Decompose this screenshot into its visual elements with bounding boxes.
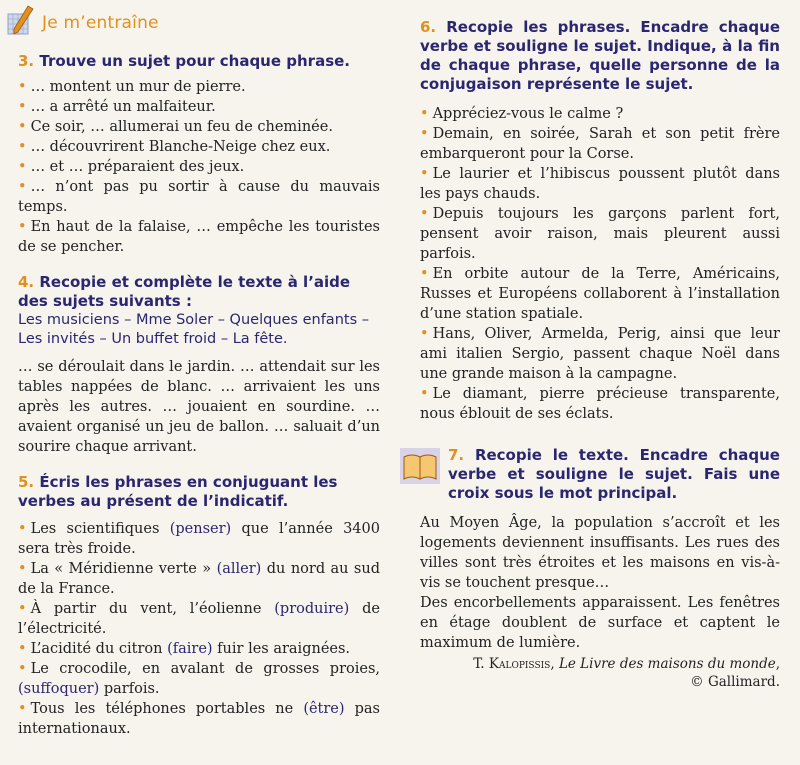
list-item: • Hans, Oliver, Armelda, Perig, ainsi que leur ami italien Sergio, passent chaque Noël dans une grande maison à la campagne.	[420, 326, 780, 382]
exercise-5-title: 5. Écris les phrases en conjuguant les verbes au présent de l’indicatif.	[18, 473, 338, 510]
list-item: • Ce soir, … allumerai un feu de cheminée.	[18, 119, 333, 135]
list-item: • … et … préparaient des jeux.	[18, 159, 245, 175]
list-item: • À partir du vent, l’éolienne (produire) de l’électricité.	[18, 601, 380, 637]
list-item: • … a arrêté un malfaiteur.	[18, 99, 216, 115]
exercise-7	[420, 446, 780, 691]
list-item: • Le diamant, pierre précieuse transparente, nous éblouit de ses éclats.	[420, 386, 780, 422]
list-item: • Appréciez-vous le calme ?	[420, 106, 624, 122]
exercise-7-title: 7. Recopie le texte. Encadre chaque verbe et souligne le sujet. Fais une croix sous le mot principal.	[448, 446, 780, 502]
list-item: • La « Méridienne verte » (aller) du nord au sud de la France.	[18, 561, 380, 597]
exercise-3	[18, 52, 380, 257]
list-item: • L’acidité du citron (faire) fuir les araignées.	[18, 641, 351, 657]
list-item: • En haut de la falaise, … empêche les touristes de se pencher.	[18, 219, 380, 255]
list-item: • Les scientifiques (penser) que l’année 3400 sera très froide.	[18, 521, 380, 557]
list-item: • En orbite autour de la Terre, Américains, Russes et Européens collaborent à l’installation d’une station spatiale.	[420, 266, 780, 322]
exercise-3-list	[18, 77, 380, 257]
list-item: • Demain, en soirée, Sarah et son petit frère embarqueront pour la Corse.	[420, 126, 780, 162]
exercise-4-subjects: Les musiciens – Mme Soler – Quelques enfants – Les invités – Un buffet froid – La fête.	[18, 312, 369, 347]
exercise-7-paragraph-2: Des encorbellements apparaissent. Les fenêtres en étage doublent de surface et captent le maximum de lumière.	[420, 595, 780, 651]
open-book-icon	[400, 448, 440, 484]
exercise-4-title: 4. Recopie et complète le texte à l’aide des sujets suivants :	[18, 273, 351, 310]
exercise-6-title: 6. Recopie les phrases. Encadre chaque verbe et souligne le sujet. Indique, à la fin de chaque phrase, quelle personne de la conjugaison représente le sujet.	[420, 18, 780, 93]
exercise-3-title: 3. Trouve un sujet pour chaque phrase.	[18, 52, 350, 70]
pencil-grid-icon	[6, 4, 36, 38]
list-item: • Le crocodile, en avalant de grosses proies, (suffoquer) parfois.	[18, 661, 380, 697]
exercise-7-paragraph-1: Au Moyen Âge, la population s’accroît et les logements deviennent insuffisants. Les rues des villes sont très étroites et les maisons en vis-à-vis se touchent presque…	[420, 515, 780, 591]
list-item: • … découvrirent Blanche-Neige chez eux.	[18, 139, 331, 155]
exercise-4	[18, 273, 380, 457]
list-item: • Depuis toujours les garçons parlent fort, pensent avoir raison, mais pleurent aussi parfois.	[420, 206, 780, 262]
exercise-5-list	[18, 519, 380, 739]
list-item: • Le laurier et l’hibiscus poussent plutôt dans les pays chauds.	[420, 166, 780, 202]
exercise-6	[420, 18, 780, 424]
list-item: • … n’ont pas pu sortir à cause du mauvais temps.	[18, 179, 380, 215]
section-title: Je m’entraîne	[42, 13, 159, 33]
left-column	[18, 0, 380, 739]
section-header	[18, 0, 380, 40]
exercise-6-list	[420, 104, 780, 424]
right-column	[420, 18, 780, 691]
exercise-5	[18, 473, 380, 739]
list-item: • Tous les téléphones portables ne (être) pas internationaux.	[18, 701, 380, 737]
exercise-4-text: … se déroulait dans le jardin. … attendait sur les tables nappées de blanc. … arrivaient les uns après les autres. … jouaient en sourdine. … avaient organisé un jeu de ballon. … saluait d’un sourire chaque arrivant.	[18, 359, 380, 455]
source-credit: T. Kalopissis, Le Livre des maisons du monde, © Gallimard.	[473, 656, 780, 690]
list-item: • … montent un mur de pierre.	[18, 79, 246, 95]
